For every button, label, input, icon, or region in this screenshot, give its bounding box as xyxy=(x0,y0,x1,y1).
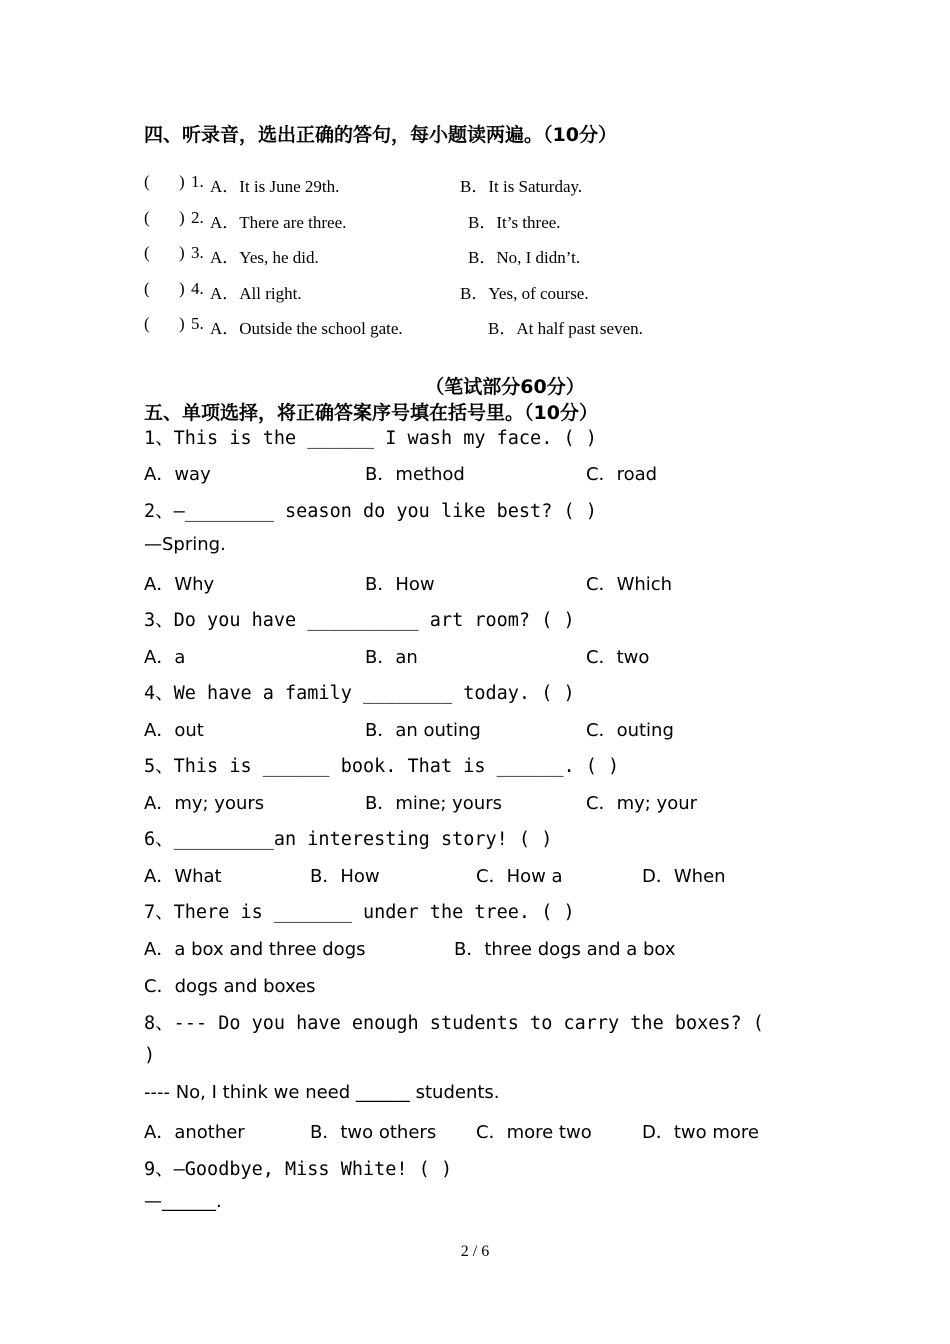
option-c: C．road xyxy=(586,464,658,485)
option-d: D．two more xyxy=(642,1122,759,1143)
option-c: C．two xyxy=(586,647,650,668)
option-c: C．dogs and boxes xyxy=(144,976,316,997)
option-a: A．Yes, he did. xyxy=(210,248,319,267)
answer-bracket-open: ( xyxy=(144,208,150,227)
option-a: A．a box and three dogs xyxy=(144,939,366,960)
question-3: 3、Do you have __________ art room? ( ) xyxy=(144,610,575,631)
option-c: C．outing xyxy=(586,720,674,741)
option-a: A．What xyxy=(144,866,222,887)
option-c: C．How a xyxy=(476,866,563,887)
page-number: 2 / 6 xyxy=(460,1243,490,1260)
option-a: A．out xyxy=(144,720,204,741)
item-number: 3. xyxy=(191,243,204,262)
question-7: 7、There is _______ under the tree. ( ) xyxy=(144,902,575,923)
option-a: A．It is June 29th. xyxy=(210,177,340,196)
answer-bracket-close: ) xyxy=(179,243,185,262)
option-c: C．my; your xyxy=(586,793,698,814)
question-6: 6、_________an interesting story! ( ) xyxy=(144,829,553,850)
section4-title: 四、听录音，选出正确的答句，每小题读两遍。（10分） xyxy=(144,124,617,146)
answer-bracket-close: ) xyxy=(179,279,185,298)
option-a: A．Outside the school gate. xyxy=(210,319,403,338)
question-9-reply: —______. xyxy=(144,1191,222,1212)
option-b: B．an xyxy=(365,647,418,668)
option-a: A．There are three. xyxy=(210,213,347,232)
question-9: 9、—Goodbye, Miss White! ( ) xyxy=(144,1159,453,1180)
answer-bracket-open: ( xyxy=(144,243,150,262)
option-b: B．method xyxy=(365,464,465,485)
answer-bracket-open: ( xyxy=(144,172,150,191)
question-2: 2、—________ season do you like best? ( ) xyxy=(144,501,597,522)
answer-bracket-close: ) xyxy=(179,208,185,227)
question-8-bracket-close: ) xyxy=(144,1045,156,1066)
section5-title: 五、单项选择，将正确答案序号填在括号里。（10分） xyxy=(144,402,598,424)
question-1: 1、This is the ______ I wash my face. ( ) xyxy=(144,428,597,449)
question-8: 8、--- Do you have enough students to carry the boxes? ( xyxy=(144,1013,764,1034)
option-a: A．way xyxy=(144,464,211,485)
item-number: 1. xyxy=(191,172,204,191)
option-b: B．At half past seven. xyxy=(488,319,643,338)
option-c: C．Which xyxy=(586,574,673,595)
option-b: B．How xyxy=(365,574,435,595)
option-b: B．mine; yours xyxy=(365,793,503,814)
written-part-title: （笔试部分60分） xyxy=(425,376,585,398)
option-b: B．No, I didn’t. xyxy=(468,248,581,267)
option-a: A．my; yours xyxy=(144,793,265,814)
answer-bracket-close: ) xyxy=(179,314,185,333)
option-b: B．three dogs and a box xyxy=(454,939,676,960)
item-number: 4. xyxy=(191,279,204,298)
option-a: A．a xyxy=(144,647,186,668)
option-b: B．It’s three. xyxy=(468,213,561,232)
option-a: A．another xyxy=(144,1122,245,1143)
option-b: B．an outing xyxy=(365,720,481,741)
question-4: 4、We have a family ________ today. ( ) xyxy=(144,683,575,704)
option-b: B．Yes, of course. xyxy=(460,284,589,303)
option-a: A．Why xyxy=(144,574,215,595)
option-c: C．more two xyxy=(476,1122,592,1143)
option-b: B．two others xyxy=(310,1122,437,1143)
question-2-reply: —Spring. xyxy=(144,534,226,555)
answer-bracket-open: ( xyxy=(144,279,150,298)
item-number: 2. xyxy=(191,208,204,227)
option-d: D．When xyxy=(642,866,726,887)
option-b: B．How xyxy=(310,866,380,887)
question-8-reply: ---- No, I think we need ______ students. xyxy=(144,1082,500,1103)
question-5: 5、This is ______ book. That is ______. ( ) xyxy=(144,756,620,777)
answer-bracket-open: ( xyxy=(144,314,150,333)
answer-bracket-close: ) xyxy=(179,172,185,191)
option-b: B．It is Saturday. xyxy=(460,177,583,196)
option-a: A．All right. xyxy=(210,284,302,303)
item-number: 5. xyxy=(191,314,204,333)
